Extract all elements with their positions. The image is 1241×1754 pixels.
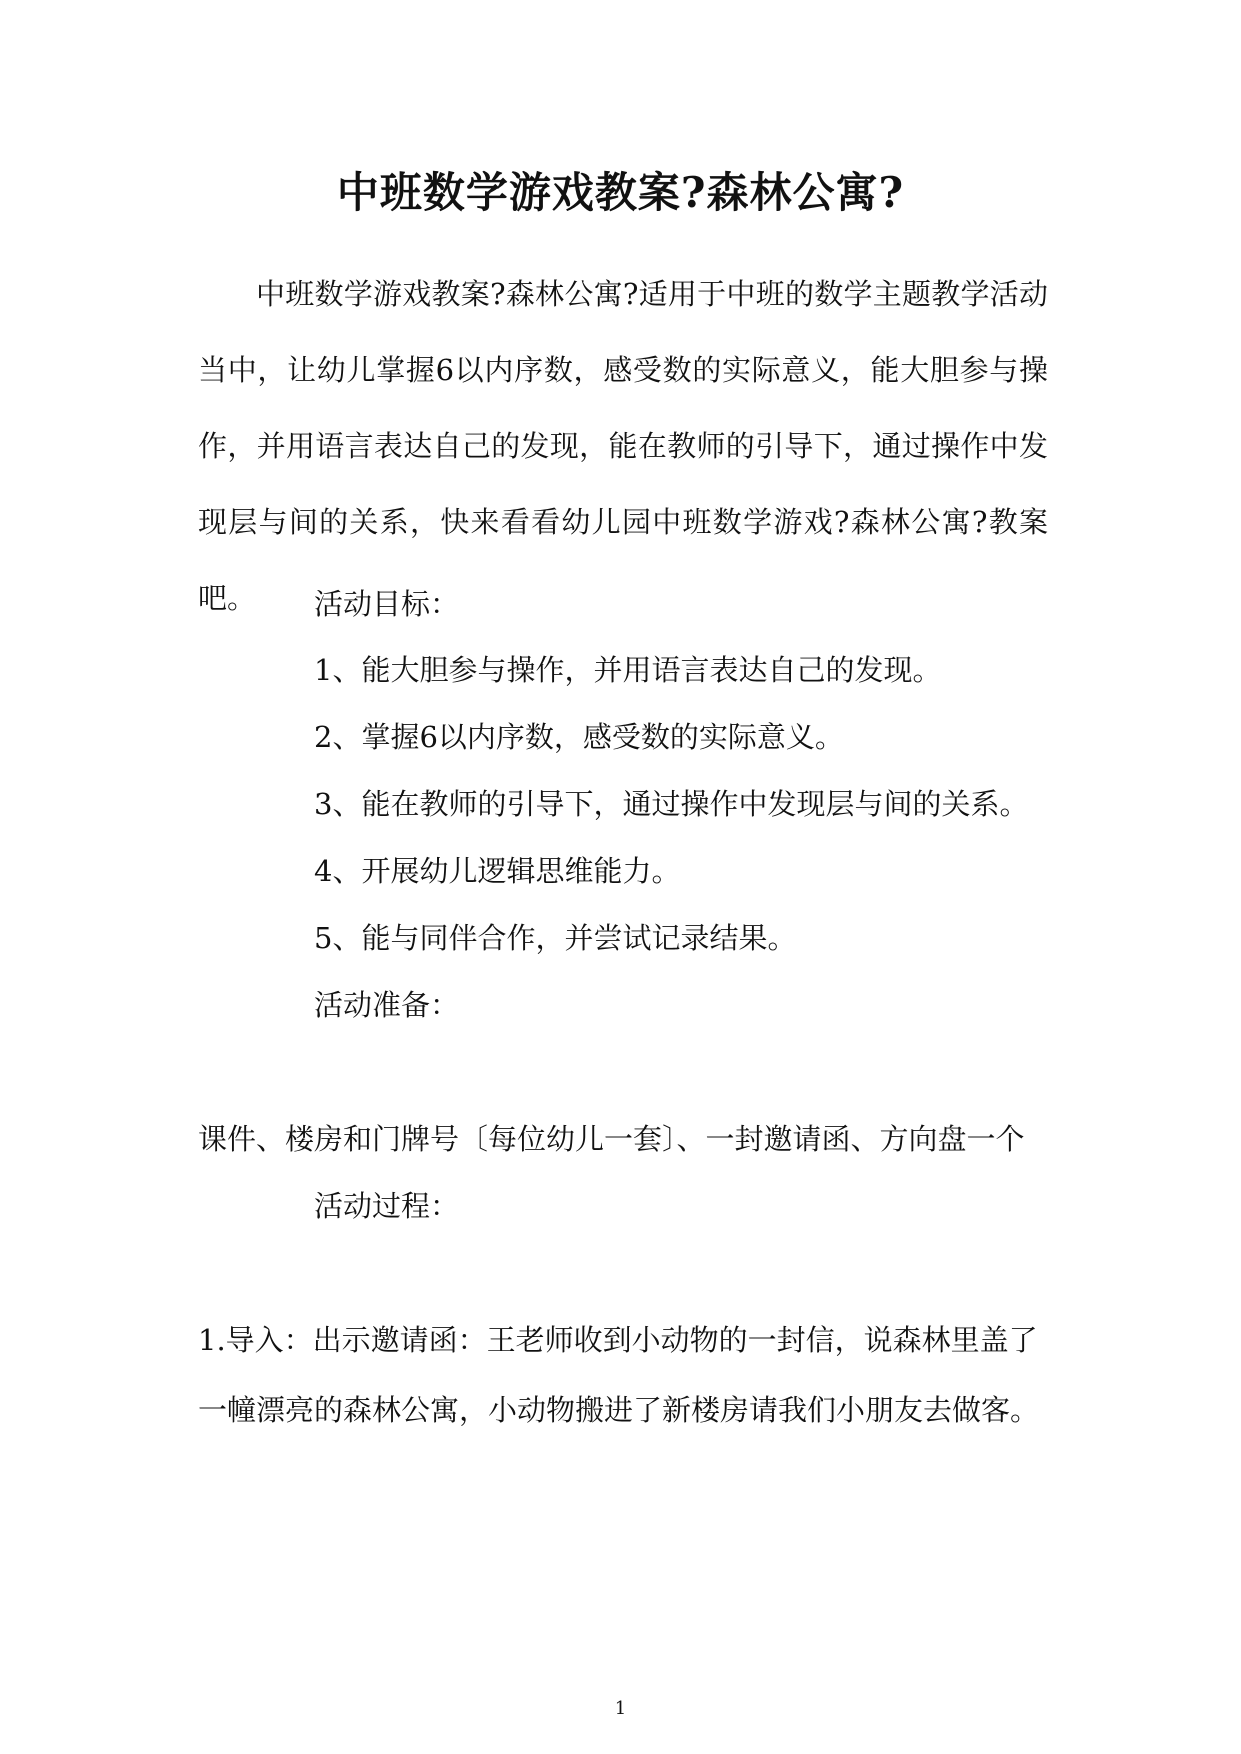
goal-item-1: 1、能大胆参与操作，并用语言表达自己的发现。: [314, 653, 942, 687]
goals-heading: 活动目标：: [314, 587, 460, 621]
prep-text: 课件、楼房和门牌号〔每位幼儿一套〕、一封邀请函、方向盘一个: [198, 1122, 1025, 1156]
prep-heading: 活动准备：: [314, 988, 460, 1022]
process-heading: 活动过程：: [314, 1189, 460, 1223]
intro-paragraph: 中班数学游戏教案?森林公寓?适用于中班的数学主题教学活动当中，让幼儿掌握6以内序数，感受数的实际意义，能大胆参与操作，并用语言表达自己的发现，能在教师的引导下，通过操作中发现层与间的关系，快来看看幼儿园中班数学游戏?森林公寓?教案吧。: [198, 277, 1048, 615]
goal-item-4: 4、开展幼儿逻辑思维能力。: [314, 854, 681, 888]
process-step-1-line-1: 1.导入：出示邀请函：王老师收到小动物的一封信，说森林里盖了: [198, 1323, 1038, 1357]
goal-item-5: 5、能与同伴合作，并尝试记录结果。: [314, 921, 797, 955]
page-number: 1: [614, 1698, 627, 1719]
goal-item-3: 3、能在教师的引导下，通过操作中发现层与间的关系。: [314, 787, 1029, 821]
goal-item-2: 2、掌握6以内序数，感受数的实际意义。: [314, 720, 844, 754]
process-step-1-line-2: 一幢漂亮的森林公寓，小动物搬进了新楼房请我们小朋友去做客。: [198, 1393, 1040, 1427]
page-title: 中班数学游戏教案?森林公寓?: [336, 168, 905, 217]
